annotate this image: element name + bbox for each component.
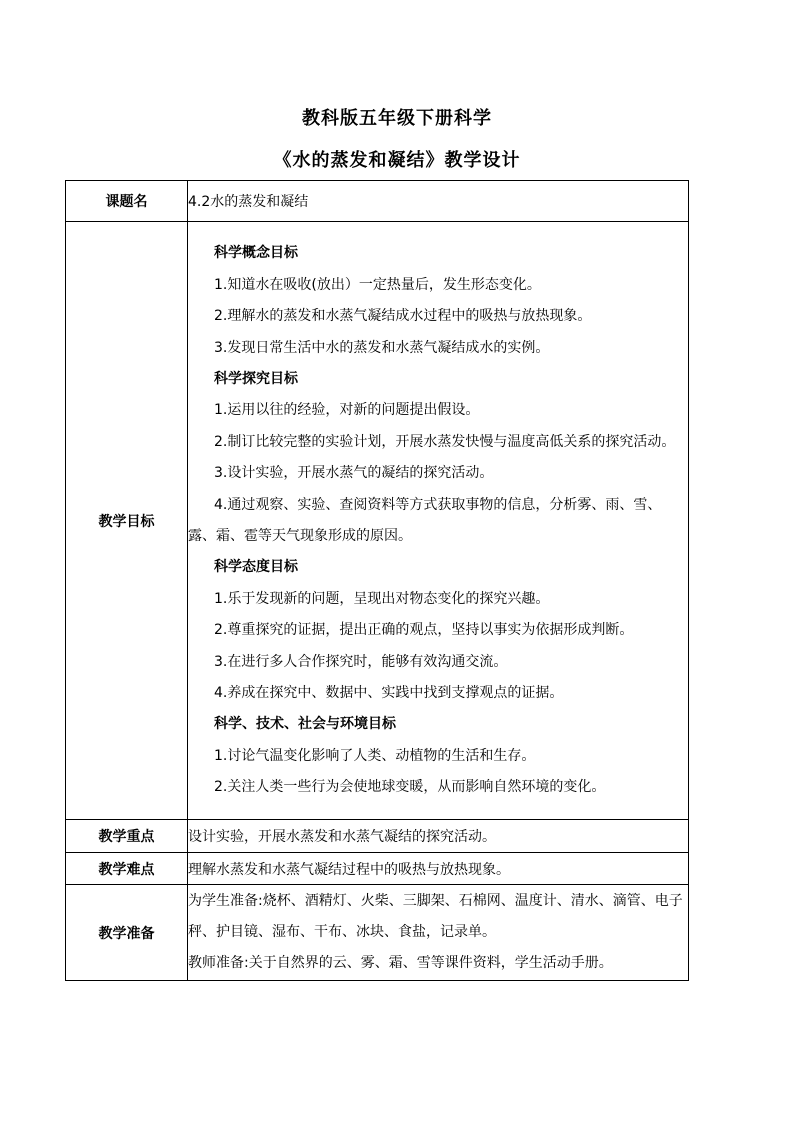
- objective-item: 3.发现日常生活中水的蒸发和水蒸气凝结成水的实例。: [214, 339, 550, 356]
- table-row-key-points: [66, 820, 689, 853]
- objective-item: 1.知道水在吸收(放出）一定热量后，发生形态变化。: [214, 276, 541, 293]
- document-title: 教科版五年级下册科学: [302, 108, 492, 129]
- table-row-difficulties: [66, 853, 689, 885]
- objective-item: 3.在进行多人合作探究时，能够有效沟通交流。: [214, 653, 508, 670]
- objective-item: 3.设计实验，开展水蒸气的凝结的探究活动。: [214, 465, 494, 482]
- key-points-value: 设计实验，开展水蒸发和水蒸气凝结的探究活动。: [188, 820, 689, 853]
- table-row-preparation: [66, 885, 689, 981]
- objectives-label: 教学目标: [66, 222, 188, 820]
- objective-item: 2.关注人类一些行为会使地球变暖，从而影响自然环境的变化。: [214, 779, 606, 796]
- objectives-content: [188, 222, 689, 820]
- objective-item: 1.乐于发现新的问题，呈现出对物态变化的探究兴趣。: [214, 590, 550, 607]
- objective-item: 2.理解水的蒸发和水蒸气凝结成水过程中的吸热与放热现象。: [214, 308, 592, 325]
- objective-heading-concept: 科学概念目标: [214, 245, 298, 262]
- topic-value: 4.2水的蒸发和凝结: [188, 181, 689, 222]
- objective-item: 1.运用以往的经验，对新的问题提出假设。: [214, 402, 480, 419]
- document-subtitle: 《水的蒸发和凝结》教学设计: [273, 150, 521, 171]
- objective-heading-society: 科学、技术、社会与环境目标: [214, 716, 396, 733]
- objective-item: 4.通过观察、实验、查阅资料等方式获取事物的信息，分析雾、雨、雪、露、霜、雹等天气现象形成的原因。: [188, 496, 662, 544]
- table-row-objectives: [66, 222, 689, 820]
- difficulties-label: 教学难点: [66, 853, 188, 885]
- preparation-label: 教学准备: [66, 885, 188, 981]
- table-row-topic: [66, 181, 689, 222]
- preparation-content: [188, 885, 689, 981]
- objective-item: 2.制订比较完整的实验计划，开展水蒸发快慢与温度高低关系的探究活动。: [214, 433, 676, 450]
- objective-item: 2.尊重探究的证据，提出正确的观点，坚持以事实为依据形成判断。: [214, 622, 634, 639]
- student-preparation: 为学生准备:烧杯、酒精灯、火柴、三脚架、石棉网、温度计、清水、滴管、电子秤、护目镜、湿布、干布、冰块、食盐，记录单。: [188, 893, 683, 940]
- objective-item: 4.养成在探究中、数据中、实践中找到支撑观点的证据。: [214, 685, 564, 702]
- objective-heading-attitude: 科学态度目标: [214, 559, 298, 576]
- topic-label: 课题名: [66, 181, 188, 222]
- difficulties-value: 理解水蒸发和水蒸气凝结过程中的吸热与放热现象。: [188, 853, 689, 885]
- key-points-label: 教学重点: [66, 820, 188, 853]
- teacher-preparation: 教师准备:关于自然界的云、雾、霜、雪等课件资料，学生活动手册。: [188, 955, 613, 971]
- lesson-plan-table: [65, 180, 689, 981]
- objective-heading-inquiry: 科学探究目标: [214, 370, 298, 387]
- objective-item: 1.讨论气温变化影响了人类、动植物的生活和生存。: [214, 747, 536, 764]
